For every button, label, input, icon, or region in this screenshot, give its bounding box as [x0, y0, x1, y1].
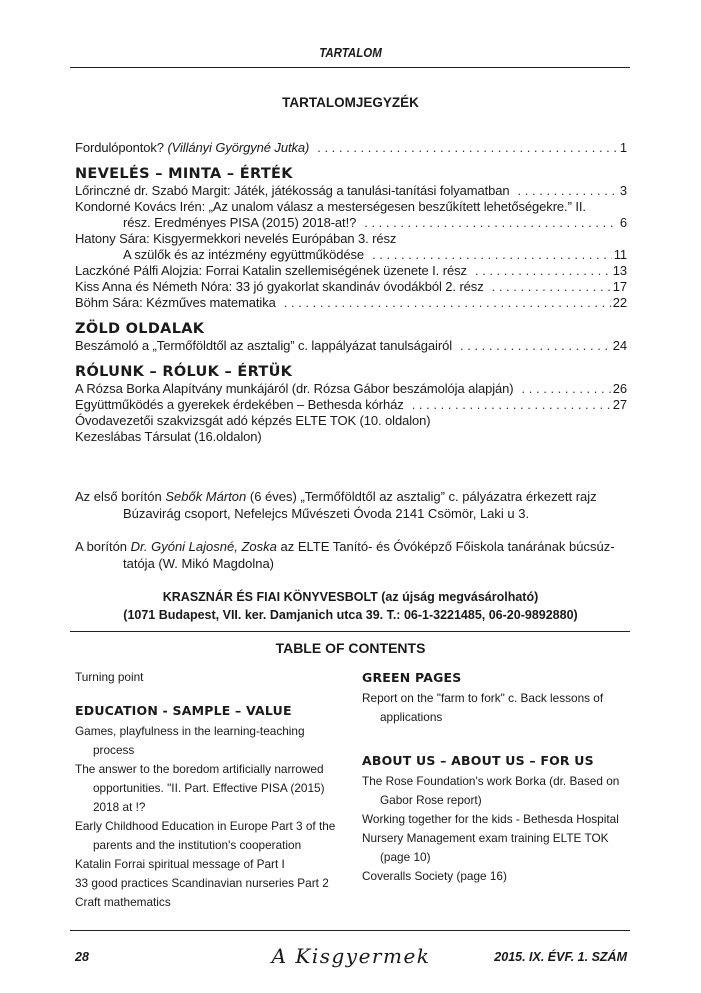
page-footer: [75, 944, 627, 968]
front-cover-note: Az első borítón Sebők Márton (6 éves) „Termőföldtől az asztalig” c. pályázatra érkezett rajz Búzavirág csoport, Nefelejcs Művészeti Óvoda 2141 Csömör, Laki u 3.: [75, 489, 597, 521]
english-entry-continuation: parents and the institution's cooperation: [93, 838, 302, 852]
dot-leader: [475, 263, 611, 279]
toc-entry[interactable]: [75, 199, 627, 215]
back-cover-note: A borítón Dr. Gyóni Lajosné, Zoska az ELTE Tanító- és Óvóképző Főiskola tanárának búcsúz- tatója (W. Mikó Magdolna): [75, 539, 615, 571]
toc-entry-page: 26: [612, 381, 627, 396]
bookstore-line1: KRASZNÁR ÉS FIAI KÖNYVESBOLT (az újság megvásárolható): [162, 590, 539, 604]
english-toc-title: TABLE OF CONTENTS: [275, 640, 426, 656]
toc-entry-text: Kiss Anna és Németh Nóra: 33 jó gyakorlat skandináv óvodákból 2. rész: [75, 279, 484, 294]
toc-entry[interactable]: [75, 183, 627, 199]
header-rule: [70, 67, 630, 68]
english-entry-continuation: Gabor Rose report): [380, 793, 482, 807]
toc-sections: [75, 166, 627, 445]
english-toc-left-column: [75, 668, 355, 912]
toc-entry-text: Lőrinczné dr. Szabó Margit: Játék, játékosság a tanulási-tanítási folyamatban: [75, 183, 510, 198]
english-entry[interactable]: [75, 893, 355, 912]
toc-entry-text: Fordulópontok? (Villányi Györgyné Jutka): [75, 140, 310, 155]
english-entry[interactable]: [75, 817, 355, 855]
dot-leader: [317, 140, 618, 156]
dot-leader: [518, 183, 618, 199]
dot-leader: [460, 338, 611, 354]
running-header: TARTALOM: [319, 46, 382, 60]
toc-entry[interactable]: [75, 247, 627, 263]
english-entry-text: Early Childhood Education in Europe Part 3 of the: [75, 819, 336, 833]
english-entry-text: The answer to the boredom artificially narrowed: [75, 762, 324, 776]
english-entry-text: Games, playfulness in the learning-teaching: [75, 724, 305, 738]
toc-section-heading: ZÖLD OLDALAK: [75, 321, 205, 337]
english-entry[interactable]: [362, 772, 632, 810]
toc-entry-text: Kondorné Kovács Irén: „Az unalom válasz a mesterségesen beszűkített lehetőségekre.” II.: [75, 199, 586, 214]
bookstore-line2: (1071 Budapest, VII. ker. Damjanich utca 39. T.: 06-1-3221485, 06-20-9892880): [123, 608, 578, 622]
toc-entry-page: 13: [612, 263, 627, 278]
magazine-title: A Kisgyermek: [271, 944, 431, 968]
toc-entry-page: 22: [612, 295, 627, 310]
toc-entry[interactable]: [75, 215, 627, 231]
toc-entry-text: Laczkóné Pálfi Alojzia: Forrai Katalin szellemiségének üzenete I. rész: [75, 263, 467, 278]
english-section-heading: ABOUT US – ABOUT US – FOR US: [362, 753, 594, 768]
toc-entry-page: 11: [613, 247, 627, 262]
english-entry-continuation: process: [93, 743, 135, 757]
toc-entry-text: A Rózsa Borka Alapítvány munkájáról (dr. Rózsa Gábor beszámolója alapján): [75, 381, 514, 396]
toc-entry-intro[interactable]: [75, 140, 627, 156]
toc-entry[interactable]: [75, 381, 627, 397]
dot-leader: [412, 397, 611, 413]
english-entry[interactable]: [75, 722, 355, 760]
english-section-heading: EDUCATION - SAMPLE – VALUE: [75, 703, 292, 718]
toc-entry-page: 24: [612, 338, 627, 353]
english-entry[interactable]: [362, 829, 632, 867]
toc-entry-text: Böhm Sára: Kézműves matematika: [75, 295, 276, 310]
toc-title: TARTALOMJEGYZÉK: [282, 95, 419, 110]
english-entry-continuation: (page 10): [380, 850, 431, 864]
english-entry[interactable]: [75, 760, 355, 817]
dot-leader: [372, 247, 612, 263]
english-entry[interactable]: [75, 874, 355, 893]
english-entry[interactable]: [362, 810, 632, 829]
toc-entry-text: A szülők és az intézmény együttműködése: [123, 247, 365, 262]
english-entry-continuation: opportunities. "II. Part. Effective PISA (2015): [93, 781, 325, 795]
english-toc-right-column: [362, 668, 632, 886]
toc-entry-page: 3: [619, 183, 627, 198]
toc-entry-text: rész. Eredményes PISA (2015) 2018-at!?: [123, 215, 357, 230]
dot-leader: [284, 295, 611, 311]
toc-entry[interactable]: [75, 295, 627, 311]
hungarian-toc: [75, 140, 627, 445]
english-entry-text: Craft mathematics: [75, 895, 171, 909]
english-entry-text: Nursery Management exam training ELTE TOK: [362, 831, 609, 845]
toc-entry-page: 27: [612, 397, 627, 412]
english-entry[interactable]: [75, 855, 355, 874]
english-entry-text: Working together for the kids - Bethesda Hospital: [362, 812, 619, 826]
dot-leader: [522, 381, 611, 397]
toc-entry-page: 1: [619, 140, 627, 155]
toc-entry-page: 6: [619, 215, 627, 230]
english-entry-text: Katalin Forrai spiritual message of Part I: [75, 857, 285, 871]
toc-entry[interactable]: [75, 263, 627, 279]
toc-entry[interactable]: Óvodavezetői szakvizsgát adó képzés ELTE TOK (10. oldalon): [75, 413, 431, 428]
toc-entry-text: Beszámoló a „Termőföldtől az asztalig” c. lappályázat tanulságairól: [75, 338, 452, 353]
english-entry-text: 33 good practices Scandinavian nurseries Part 2: [75, 876, 329, 890]
issue-label: 2015. IX. ÉVF. 1. SZÁM: [494, 950, 627, 964]
toc-entry[interactable]: Kezeslábas Társulat (16.oldalon): [75, 429, 262, 444]
toc-entry-text: Hatony Sára: Kisgyermekkori nevelés Európában 3. rész: [75, 231, 397, 246]
english-entry[interactable]: Turning point: [75, 670, 144, 684]
bookstore-notice: [0, 588, 701, 624]
english-entry-text: Coveralls Society (page 16): [362, 869, 507, 883]
english-entry[interactable]: [362, 689, 632, 727]
english-entry-continuation: 2018 at !?: [93, 800, 146, 814]
toc-section-heading: RÓLUNK – RÓLUK – ÉRTÜK: [75, 364, 293, 380]
toc-entry[interactable]: [75, 231, 627, 247]
english-entry[interactable]: [362, 867, 632, 886]
dot-leader: [364, 215, 618, 231]
english-section-heading: GREEN PAGES: [362, 670, 462, 685]
toc-entry[interactable]: [75, 338, 627, 354]
footer-rule: [70, 930, 630, 931]
english-entry-text: The Rose Foundation's work Borka (dr. Based on: [362, 774, 620, 788]
toc-entry[interactable]: [75, 397, 627, 413]
english-entry-text: Report on the "farm to fork" c. Back lessons of: [362, 691, 604, 705]
toc-entry-page: 17: [612, 279, 627, 294]
toc-entry-text: Együttműködés a gyerekek érdekében – Bethesda kórház: [75, 397, 404, 412]
section-rule: [70, 631, 630, 632]
dot-leader: [492, 279, 611, 295]
english-entry-continuation: applications: [380, 710, 443, 724]
toc-section-heading: NEVELÉS – MINTA – ÉRTÉK: [75, 166, 293, 182]
page-number: 28: [75, 950, 89, 964]
toc-entry[interactable]: [75, 279, 627, 295]
